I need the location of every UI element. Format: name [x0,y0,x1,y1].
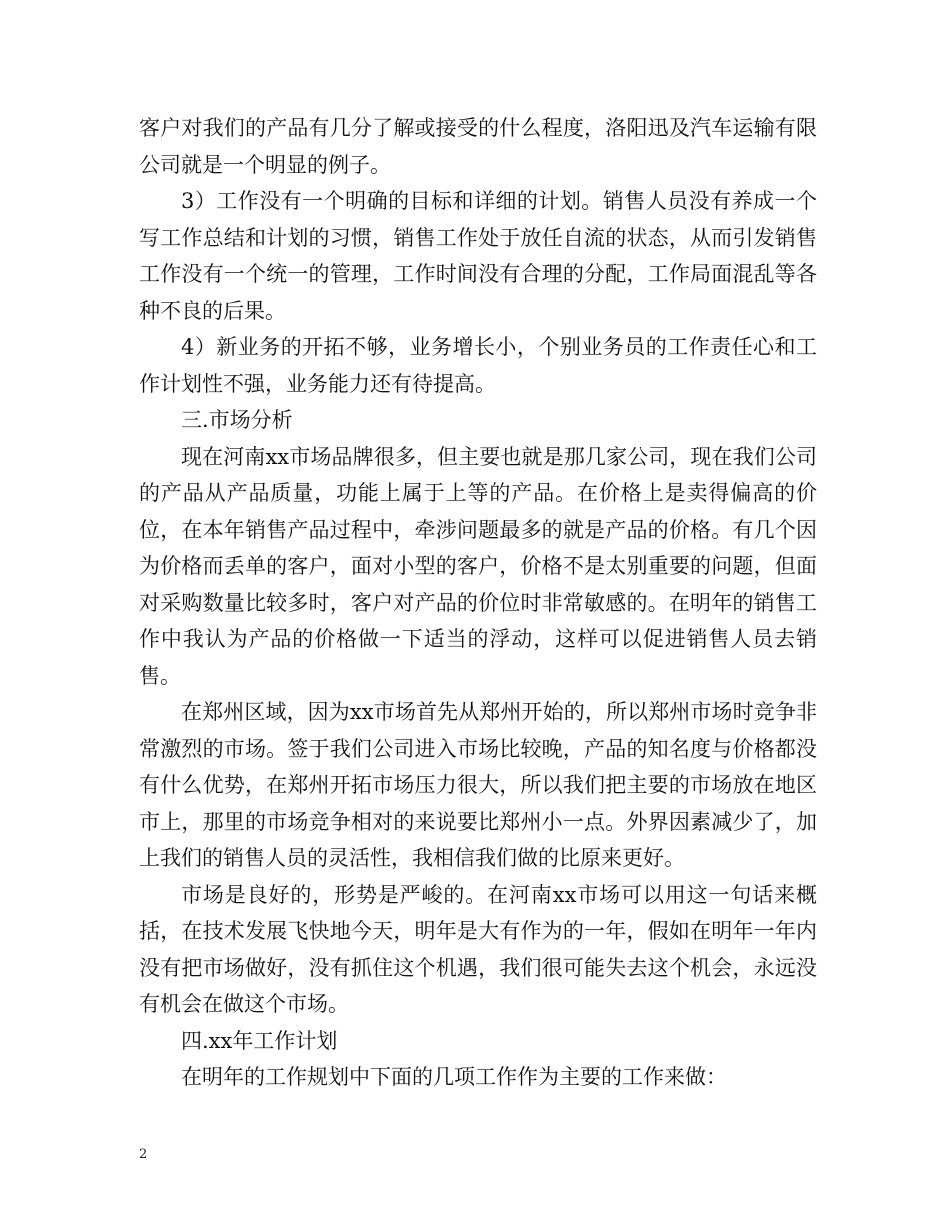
paragraph-intro-continued: 客户对我们的产品有几分了解或接受的什么程度，洛阳迅及汽车运输有限公司就是一个明显的例子。 [139,116,817,177]
paragraph-zhengzhou-region: 在郑州区域，因为xx市场首先从郑州开始的，所以郑州市场时竞争非常激烈的市场。签于我们公司进入市场比较晚，产品的知名度与价格都没有什么优势，在郑州开拓市场压力很大，所以我们把主要的市场放在地区市上，那里的市场竞争相对的来说要比郑州小一点。外界因素减少了，加上我们的销售人员的灵活性，我相信我们做的比原来更好。 [139,700,817,870]
paragraph-issue-3: 3）工作没有一个明确的目标和详细的计划。销售人员没有养成一个写工作总结和计划的习惯，销售工作处于放任自流的状态，从而引发销售工作没有一个统一的管理，工作时间没有合理的分配，工作局面混乱等各种不良的后果。 [139,189,817,323]
page-number: 2 [139,1147,148,1162]
section-heading-work-plan: 四.xx年工作计划 [181,1028,338,1053]
paragraph-issue-4: 4）新业务的开拓不够，业务增长小，个别业务员的工作责任心和工作计划性不强，业务能力还有待提高。 [139,335,817,396]
paragraph-market-outlook: 市场是良好的，形势是严峻的。在河南xx市场可以用这一句话来概括，在技术发展飞快地今天，明年是大有作为的一年，假如在明年一年内没有把市场做好，没有抓住这个机遇，我们很可能失去这个机会，永远没有机会在做这个市场。 [139,882,817,1016]
document-body [139,110,817,1096]
section-heading-market-analysis: 三.市场分析 [181,408,293,432]
paragraph-market-brands: 现在河南xx市场品牌很多，但主要也就是那几家公司，现在我们公司的产品从产品质量，功能上属于上等的产品。在价格上是卖得偏高的价位，在本年销售产品过程中，牵涉问题最多的就是产品的价格。有几个因为价格而丢单的客户，面对小型的客户，价格不是太别重要的问题，但面对采购数量比较多时，客户对产品的价位时非常敏感的。在明年的销售工作中我认为产品的价格做一下适当的浮动，这样可以促进销售人员去销售。 [139,444,817,688]
paragraph-work-plan-intro: 在明年的工作规划中下面的几项工作作为主要的工作来做： [181,1065,727,1089]
